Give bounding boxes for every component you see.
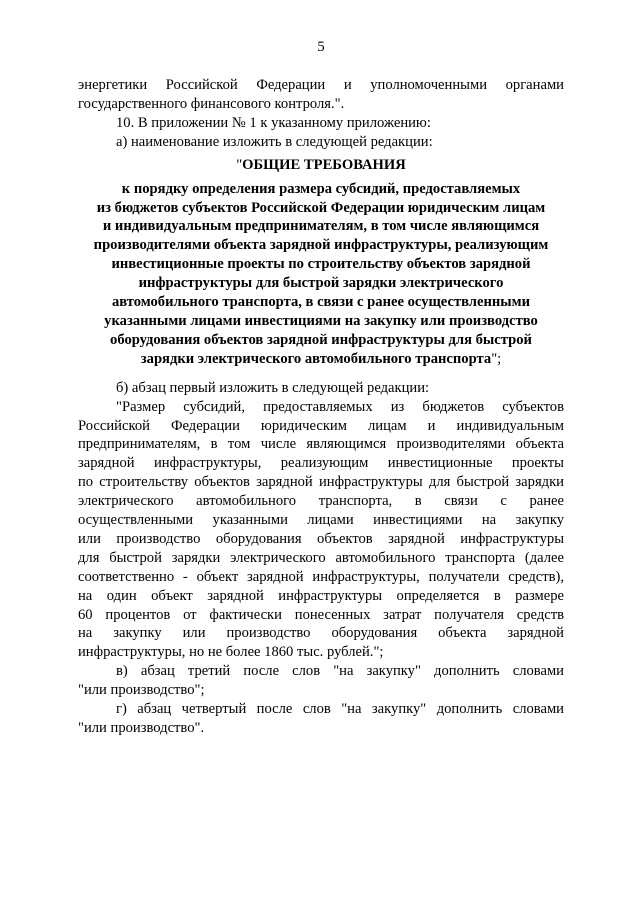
heading-title bbox=[78, 156, 564, 174]
heading-line: указанными лицами инвестициями на закупку или производство bbox=[104, 312, 538, 329]
intro-paragraph bbox=[78, 76, 564, 114]
item-g-line-1: г) абзац четвертый после слов "на закупку" дополнить словами bbox=[116, 701, 564, 718]
item-g-line-2: "или производство". bbox=[78, 720, 205, 736]
intro-line-1: энергетики Российской Федерации и уполномоченными органами bbox=[78, 77, 564, 93]
page-number: 5 bbox=[317, 39, 325, 55]
heading-line: производителями объекта зарядной инфраструктуры, реализующим bbox=[93, 237, 549, 254]
heading-line: автомобильного транспорта, в связи с ранее осуществленными bbox=[111, 294, 531, 311]
heading-subtitle bbox=[78, 180, 564, 369]
item-b-paragraph bbox=[78, 398, 564, 663]
item-b-intro: б) абзац первый изложить в следующей редакции: bbox=[116, 379, 430, 396]
item-g-paragraph bbox=[78, 700, 564, 738]
item-v-line-1: в) абзац третий после слов "на закупку" дополнить словами bbox=[116, 663, 564, 680]
intro-line-2: государственного финансового контроля.". bbox=[78, 95, 345, 112]
heading-line: оборудования объектов зарядной инфраструктуры для быстрой bbox=[110, 331, 532, 348]
item-b-line: инфраструктуры, но не более 1860 тыс. рублей."; bbox=[78, 644, 384, 661]
item-b-line: электрического автомобильного транспорта, в связи с ранее bbox=[78, 493, 564, 510]
item-10: 10. В приложении № 1 к указанному приложению: bbox=[116, 114, 431, 131]
heading-line: к порядку определения размера субсидий, предоставляемых bbox=[121, 180, 521, 197]
heading-title-text: ОБЩИЕ ТРЕБОВАНИЯ bbox=[242, 156, 406, 173]
heading-line: инвестиционные проекты по строительству объектов зарядной bbox=[111, 256, 531, 273]
document-page bbox=[78, 38, 564, 738]
item-b-line: 60 процентов от фактически понесенных затрат получателя средств bbox=[78, 606, 564, 623]
item-b-line: зарядной инфраструктуры, реализующим инвестиционные проекты bbox=[78, 455, 564, 472]
heading-line: инфраструктуры для быстрой зарядки электрического bbox=[138, 275, 504, 292]
item-v-line-2: "или производство"; bbox=[78, 682, 205, 699]
item-v-paragraph bbox=[78, 662, 564, 700]
heading-open-quote: " bbox=[236, 156, 243, 173]
heading-tail: "; bbox=[491, 350, 502, 367]
heading-line-text: зарядки электрического автомобильного транспорта bbox=[140, 350, 492, 367]
item-b-line: Российской Федерации юридическим лицам и индивидуальным bbox=[78, 417, 564, 434]
item-b-line: для быстрой зарядки электрического автомобильного транспорта (далее bbox=[78, 549, 564, 566]
item-a: а) наименование изложить в следующей редакции: bbox=[116, 133, 433, 150]
item-b-line: осуществленными указанными лицами инвестициями на закупку bbox=[78, 512, 564, 529]
item-b-line: или производство оборудования объектов зарядной инфраструктуры bbox=[78, 530, 564, 547]
heading-line: и индивидуальным предпринимателям, в том числе являющимся bbox=[102, 218, 540, 235]
item-b-line: на один объект зарядной инфраструктуры определяется в размере bbox=[78, 587, 564, 604]
item-b-line: соответственно - объект зарядной инфраструктуры, получатели средств), bbox=[78, 568, 564, 585]
item-b-line: предпринимателям, в том числе являющимся производителями объекта bbox=[78, 436, 564, 453]
heading-line-last bbox=[78, 350, 564, 369]
item-b-line: на закупку или производство оборудования объекта зарядной bbox=[78, 625, 564, 642]
heading-line: из бюджетов субъектов Российской Федерации юридическим лицам bbox=[96, 199, 546, 216]
item-b-line: по строительству объектов зарядной инфраструктуры для быстрой зарядки bbox=[78, 474, 564, 491]
item-b-line: "Размер субсидий, предоставляемых из бюджетов субъектов bbox=[116, 398, 564, 415]
